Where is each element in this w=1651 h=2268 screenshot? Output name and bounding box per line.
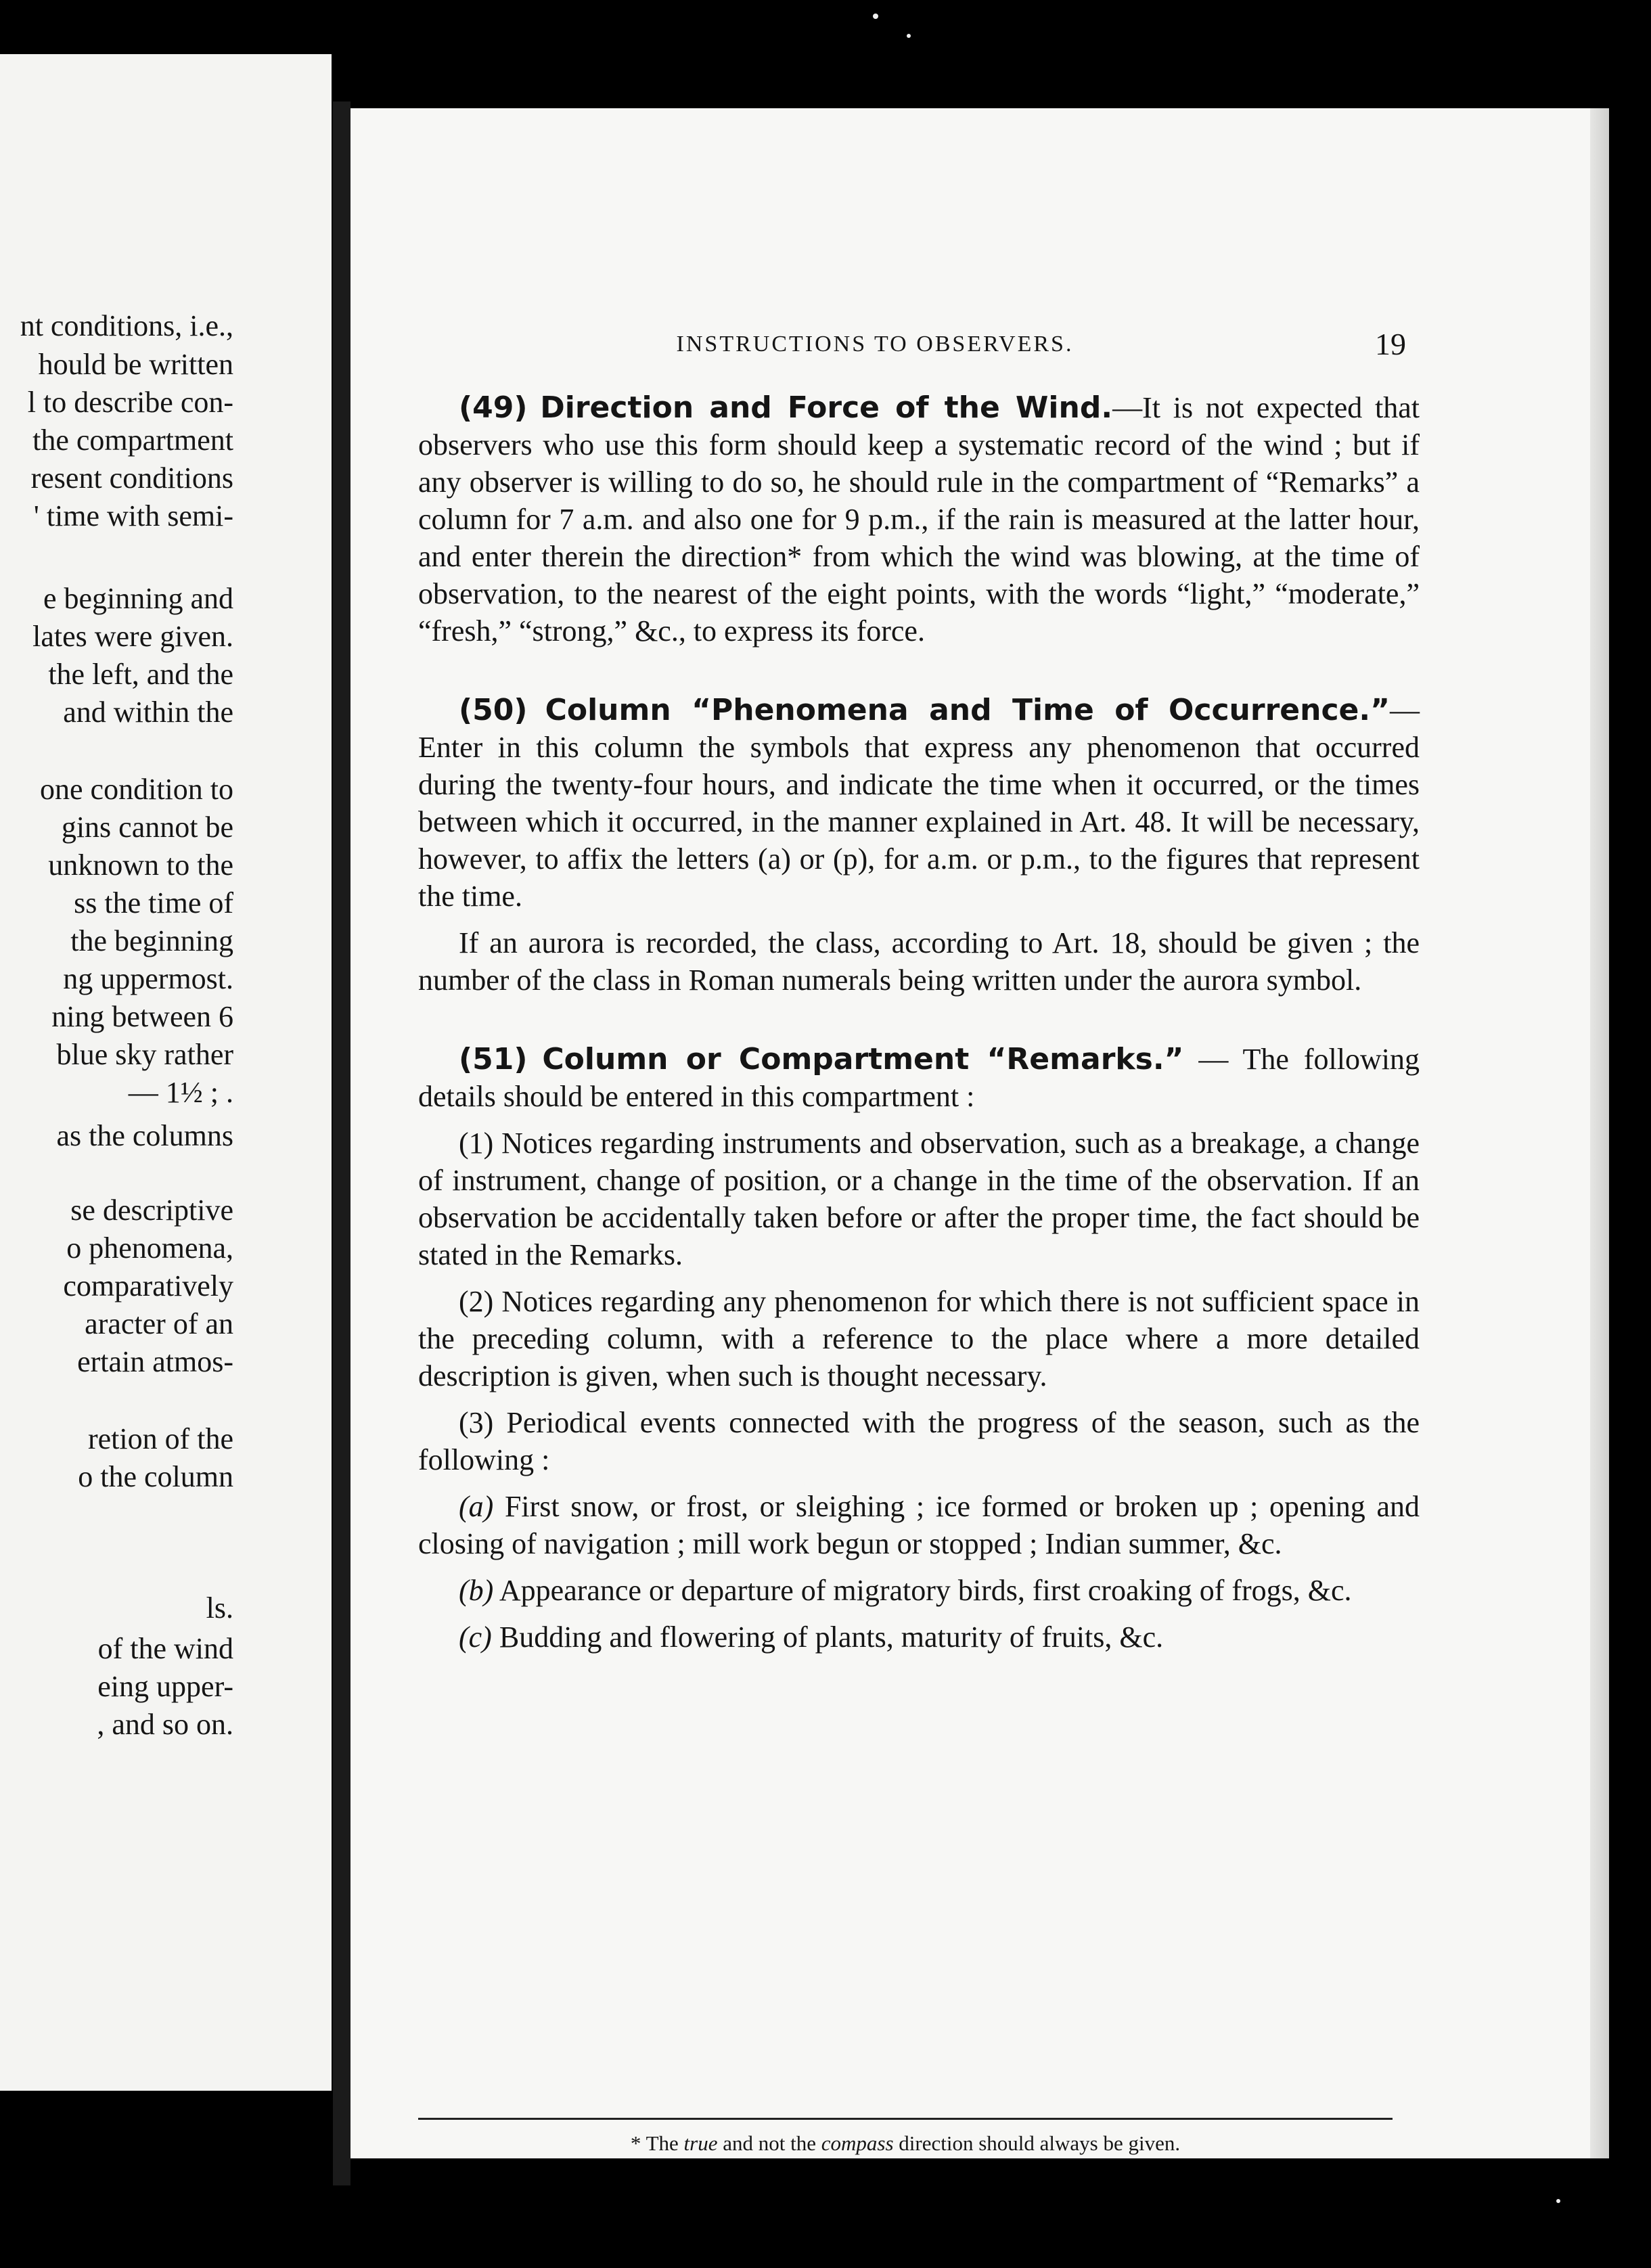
remarks-item-1: (1) Notices regarding instruments and observation, such as a breakage, a change of instrument, change of position, or a change in the time of the observation. If an observation be accidentally taken before or after the proper time, the fact should be stated in the Remarks. [418, 1127, 1420, 1271]
text-column [418, 389, 1420, 2155]
scan-speck [907, 34, 911, 38]
left-page-line: the compartment [32, 424, 233, 457]
page-edge [1590, 108, 1609, 2158]
left-page-line: — 1½ ; . [128, 1076, 233, 1109]
page-number: 19 [1375, 327, 1406, 361]
section-heading: Column “Phenomena and Time of Occurrence.” [545, 693, 1390, 727]
footnote-true: true [683, 2131, 718, 2155]
left-page-line: ning between 6 [51, 1000, 233, 1033]
section-body: — The following details should be entered in this compartment : [418, 1043, 1420, 1113]
scan-speck [873, 14, 878, 19]
left-page-line: unknown to the [48, 848, 233, 882]
left-page-line: resent conditions [30, 461, 233, 495]
section-heading: Column or Compartment “Remarks.” [542, 1042, 1184, 1076]
left-page-line: ' time with semi- [33, 499, 233, 532]
left-page-line: comparatively [63, 1269, 233, 1302]
remarks-item-2: (2) Notices regarding any phenomenon for which there is not sufficient space in the preceding column, with a reference to the place where a more detailed description is given, when such is thought necessary. [418, 1285, 1420, 1392]
remarks-item-3: (3) Periodical events connected with the progress of the season, such as the following : [418, 1406, 1420, 1476]
section-number: (49) [459, 390, 528, 425]
subitem-text: First snow, or frost, or sleighing ; ice formed or broken up ; opening and closing of navigation ; mill work begun or stopped ; Indian summer, &c. [418, 1490, 1420, 1560]
remarks-subitem-a [418, 1488, 1420, 1562]
left-page-line: lates were given. [32, 620, 233, 653]
section-49 [418, 389, 1420, 650]
remarks-subitem-c [418, 1618, 1420, 1656]
section-body: —Enter in this column the symbols that express any phenomenon that occurred during the twenty-four hours, and indicate the time when it occurred, or the times between which it occurred, in the manner explained in Art. 48. It will be necessary, however, to affix the letters (a) or (p), for a.m. or p.m., to the figures that represent the time. [418, 694, 1420, 913]
subitem-label: (c) [459, 1620, 492, 1654]
footnote-mid: and not the [717, 2131, 821, 2155]
left-page-line: gins cannot be [61, 811, 233, 844]
scan-speck [1556, 2199, 1560, 2203]
right-page [350, 108, 1609, 2158]
left-page-line: ss the time of [74, 886, 233, 920]
left-page-line: blue sky rather [56, 1038, 233, 1071]
left-page-line: hould be written [38, 348, 233, 381]
left-facing-page [0, 54, 332, 2091]
left-page-line: of the wind [97, 1632, 233, 1665]
left-page-line: aracter of an [85, 1307, 233, 1340]
running-head: INSTRUCTIONS TO OBSERVERS. [676, 332, 1074, 357]
left-page-line: one condition to [40, 773, 233, 806]
left-page-line: e beginning and [43, 582, 233, 615]
left-page-line: se descriptive [70, 1194, 233, 1227]
left-page-line: l to describe con- [27, 386, 233, 419]
subitem-label: (b) [459, 1574, 494, 1607]
gutter-shadow [333, 101, 350, 2185]
left-page-line: retion of the [87, 1422, 233, 1455]
left-page-line: o phenomena, [66, 1231, 233, 1265]
remarks-subitem-b [418, 1572, 1420, 1609]
subitem-text: Appearance or departure of migratory birds, first croaking of frogs, &c. [493, 1574, 1352, 1607]
section-number: (50) [459, 693, 528, 727]
left-page-line: the beginning [70, 924, 233, 957]
section-body: —It is not expected that observers who use this form should keep a systematic record of the wind ; but if any observer is willing to do so, he should rule in the compartment of “Remarks” a column for 7 a.m. and also one for 9 p.m., if the rain is measured at the latter hour, and enter therein the direction* from which the wind was blowing, at the time of observation, to the nearest of the eight points, with the words “light,” “moderate,” “fresh,” “strong,” &c., to express its force. [418, 391, 1420, 648]
left-page-line: as the columns [56, 1119, 233, 1152]
left-page-line: eing upper- [97, 1670, 233, 1703]
footnote [418, 2131, 1393, 2156]
left-page-line: nt conditions, i.e., [20, 309, 233, 342]
section-number: (51) [459, 1042, 528, 1076]
section-50-aurora-paragraph: If an aurora is recorded, the class, according to Art. 18, should be given ; the number of the class in Roman numerals being written under the aurora symbol. [418, 926, 1420, 997]
left-page-line: and within the [63, 696, 233, 729]
section-51 [418, 1041, 1420, 1115]
left-page-line: , and so on. [97, 1708, 233, 1741]
footnote-compass: compass [821, 2131, 894, 2155]
subitem-label: (a) [459, 1490, 494, 1523]
subitem-text: Budding and flowering of plants, maturity of fruits, &c. [491, 1620, 1164, 1654]
footnote-rule [418, 2118, 1393, 2120]
left-page-line: ng uppermost. [63, 962, 233, 995]
section-50 [418, 691, 1420, 915]
footnote-star: * The [630, 2131, 684, 2155]
left-page-line: ls. [206, 1591, 233, 1625]
left-page-line: ertain atmos- [77, 1345, 233, 1378]
left-page-line: the left, and the [48, 658, 233, 691]
section-heading: Direction and Force of the Wind. [540, 390, 1113, 425]
footnote-end: direction should always be given. [893, 2131, 1181, 2155]
left-page-line: o the column [78, 1460, 233, 1493]
